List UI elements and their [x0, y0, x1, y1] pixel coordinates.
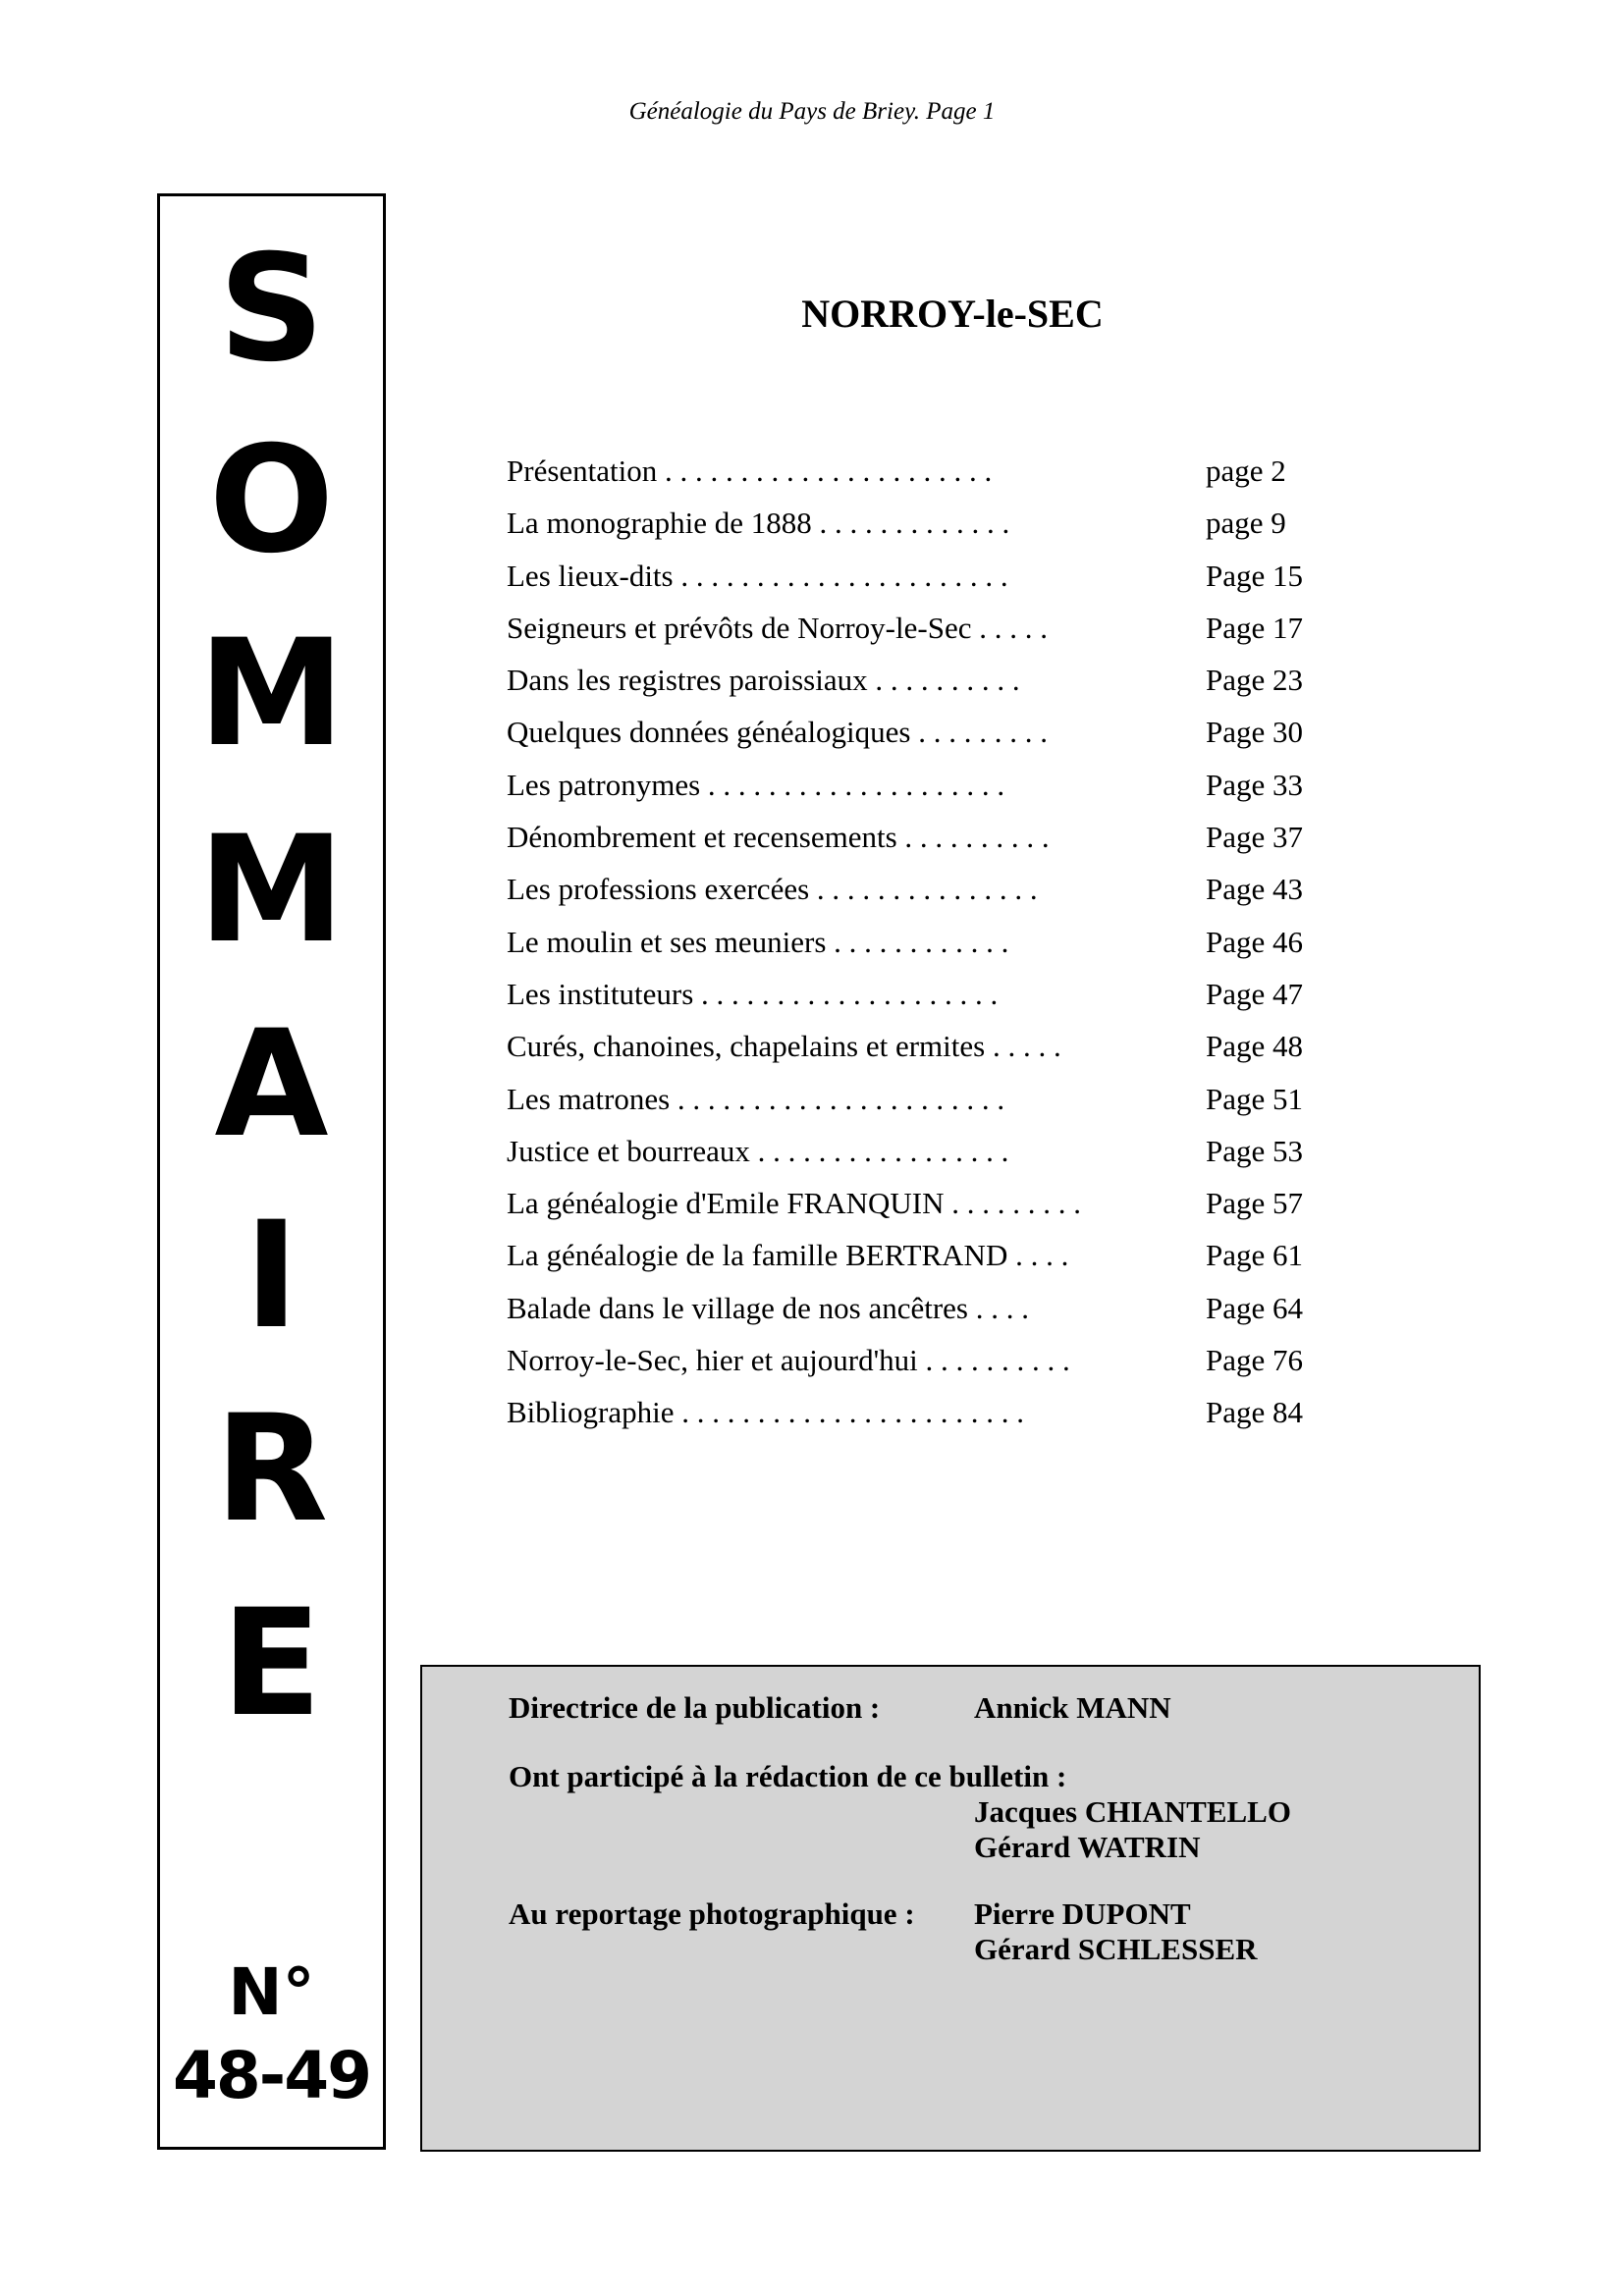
- toc-entry-title: Curés, chanoines, chapelains et ermites . . . . .: [507, 1029, 1061, 1064]
- toc-entry-title: Les matrones . . . . . . . . . . . . . . . . . . . . . .: [507, 1081, 1005, 1116]
- toc-entry-page: Page 37: [1206, 820, 1304, 855]
- toc-entry-page: Page 48: [1206, 1029, 1304, 1064]
- toc-entry-title: Les professions exercées . . . . . . . . . . . . . . .: [507, 872, 1038, 907]
- toc-entry: [507, 504, 1331, 556]
- toc-entry-title: La généalogie de la famille BERTRAND . . . .: [507, 1238, 1069, 1273]
- toc-entry-title: Justice et bourreaux . . . . . . . . . . . . . . . . .: [507, 1133, 1009, 1168]
- toc-entry-page: page 9: [1206, 506, 1286, 541]
- toc-entry-title: Bibliographie . . . . . . . . . . . . . . . . . . . . . . .: [507, 1395, 1024, 1430]
- toc-entry: [507, 1080, 1331, 1132]
- sidebar-letter: R: [214, 1384, 329, 1555]
- photo-label: Au reportage photographique :: [509, 1896, 915, 1931]
- toc-entry: [507, 1184, 1331, 1236]
- toc-entry-page: Page 43: [1206, 872, 1304, 907]
- toc-entry: [507, 923, 1331, 975]
- sidebar-letter: M: [197, 805, 346, 976]
- toc-entry-page: Page 30: [1206, 715, 1304, 750]
- sidebar-letter: A: [214, 999, 329, 1170]
- toc-entry-page: Page 76: [1206, 1343, 1304, 1378]
- toc-entry-page: Page 57: [1206, 1186, 1304, 1221]
- sidebar-letter: E: [221, 1578, 322, 1749]
- director-label: Directrice de la publication :: [509, 1690, 881, 1725]
- toc-entry-title: Balade dans le village de nos ancêtres . . . .: [507, 1290, 1029, 1325]
- toc-entry: [507, 661, 1331, 713]
- toc-entry-page: Page 61: [1206, 1238, 1304, 1273]
- toc-entry-title: Les lieux-dits . . . . . . . . . . . . . . . . . . . . . .: [507, 558, 1008, 593]
- editors-label: Ont participé à la rédaction de ce bulletin :: [509, 1759, 1067, 1793]
- toc-entry-title: Le moulin et ses meuniers . . . . . . . . . . . .: [507, 924, 1009, 959]
- photographer-name: Pierre DUPONT: [974, 1896, 1191, 1931]
- credits-box: [420, 1665, 1481, 2152]
- toc-entry-title: Présentation . . . . . . . . . . . . . . . . . . . . . .: [507, 454, 993, 488]
- director-name: Annick MANN: [974, 1690, 1171, 1725]
- toc-entry: [507, 713, 1331, 765]
- sidebar-letter: S: [218, 224, 325, 395]
- toc-entry: [507, 452, 1331, 504]
- issue-number: 48-49: [172, 2038, 371, 2113]
- toc-entry: [507, 818, 1331, 870]
- sidebar-letter: M: [197, 609, 346, 779]
- page-title: NORROY-le-SEC: [801, 292, 1104, 336]
- toc-entry-page: Page 46: [1206, 924, 1304, 959]
- table-of-contents: [507, 452, 1331, 1446]
- toc-entry-title: Les instituteurs . . . . . . . . . . . . . . . . . . . .: [507, 976, 999, 1011]
- editor-name: Gérard WATRIN: [974, 1830, 1201, 1864]
- toc-entry-title: La monographie de 1888 . . . . . . . . . . . . .: [507, 506, 1010, 541]
- toc-entry-page: Page 23: [1206, 663, 1304, 698]
- toc-entry: [507, 1236, 1331, 1288]
- toc-entry-title: La généalogie d'Emile FRANQUIN . . . . . . . . .: [507, 1186, 1082, 1221]
- toc-entry-page: Page 64: [1206, 1290, 1304, 1325]
- toc-entry-title: Quelques données généalogiques . . . . . . . . .: [507, 715, 1048, 750]
- toc-entry: [507, 766, 1331, 818]
- toc-entry-page: Page 47: [1206, 976, 1304, 1011]
- toc-entry-page: Page 17: [1206, 610, 1304, 645]
- sidebar-letter: I: [244, 1191, 299, 1362]
- running-header: Généalogie du Pays de Briey. Page 1: [628, 98, 996, 125]
- sommaire-sidebar: [157, 193, 386, 2150]
- editor-name: Jacques CHIANTELLO: [974, 1794, 1291, 1829]
- toc-entry-title: Dans les registres paroissiaux . . . . . . . . . .: [507, 663, 1020, 698]
- toc-entry-title: Seigneurs et prévôts de Norroy-le-Sec . . . . .: [507, 610, 1048, 645]
- toc-entry-page: Page 84: [1206, 1395, 1304, 1430]
- issue-label: N°: [228, 1954, 315, 2030]
- toc-entry: [507, 1132, 1331, 1184]
- toc-entry-page: page 2: [1206, 454, 1286, 488]
- toc-entry-title: Dénombrement et recensements . . . . . . . . . .: [507, 820, 1050, 855]
- toc-entry: [507, 870, 1331, 922]
- toc-entry-page: Page 15: [1206, 558, 1304, 593]
- toc-entry-title: Les patronymes . . . . . . . . . . . . . . . . . . . .: [507, 767, 1005, 802]
- toc-entry-page: Page 51: [1206, 1081, 1304, 1116]
- toc-entry: [507, 557, 1331, 609]
- toc-entry: [507, 1393, 1331, 1445]
- toc-entry: [507, 975, 1331, 1027]
- toc-entry-page: Page 53: [1206, 1133, 1304, 1168]
- toc-entry: [507, 1027, 1331, 1079]
- toc-entry-page: Page 33: [1206, 767, 1304, 802]
- toc-entry-title: Norroy-le-Sec, hier et aujourd'hui . . . . . . . . . .: [507, 1343, 1070, 1378]
- toc-entry: [507, 609, 1331, 661]
- toc-entry: [507, 1341, 1331, 1393]
- toc-entry: [507, 1289, 1331, 1341]
- photographer-name: Gérard SCHLESSER: [974, 1932, 1258, 1966]
- sidebar-letter: O: [208, 415, 335, 586]
